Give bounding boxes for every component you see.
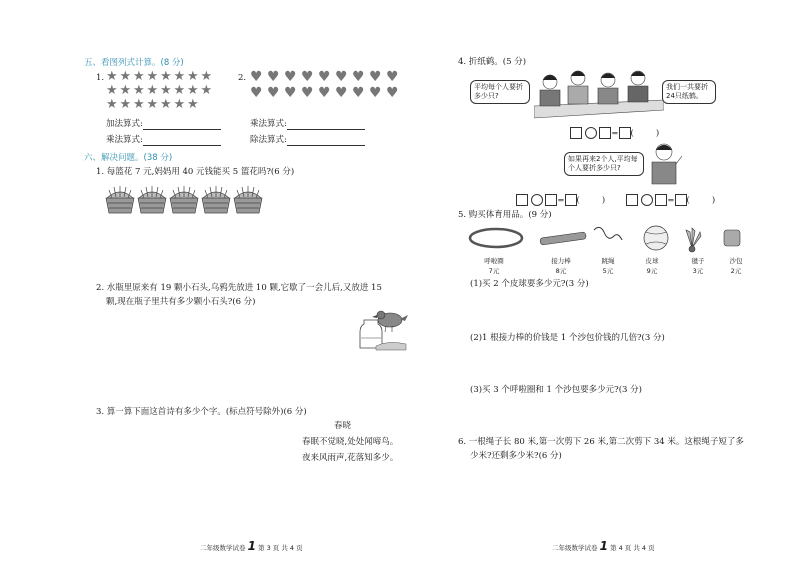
addition-label: 加法算式: — [106, 119, 143, 129]
question1-text: 1. 每篮花 7 元,妈妈用 40 元钱能买 5 篮花吗?(6 分) — [96, 167, 295, 177]
children-folding-cranes-illustration — [534, 66, 664, 124]
answer-box[interactable] — [655, 194, 667, 206]
speech-bubble-1: 平均每个人要折多少只? — [470, 80, 530, 104]
paren-close: ) — [655, 128, 660, 139]
multiplication-row-1 — [106, 134, 221, 146]
hula-hoop-icon — [470, 229, 522, 247]
sports-item-price: 7元 — [488, 267, 500, 275]
division-answer-line[interactable] — [287, 136, 365, 146]
crow-bottle-illustration — [356, 306, 412, 352]
star-icon: ★ — [173, 83, 186, 98]
star-icon: ★ — [173, 97, 186, 112]
poem-line-1: 春眠不觉晓,处处闻啼鸟。 — [302, 437, 399, 447]
star-icon: ★ — [146, 83, 159, 98]
flower-baskets-illustration — [104, 184, 266, 216]
answer-box[interactable] — [599, 127, 611, 139]
flower-basket-icon — [106, 186, 262, 213]
footer-page: 第 4 页 共 4 页 — [610, 544, 655, 552]
sports-item-price: 8元 — [555, 267, 567, 275]
star-icon: ★ — [106, 69, 118, 84]
division-label: 除法算式: — [250, 135, 287, 145]
heart-icon: ♥ — [267, 85, 280, 101]
sports-items-illustration — [466, 222, 746, 254]
equals-sign: = — [667, 195, 675, 206]
sports-item-name: 皮球 — [645, 257, 659, 265]
star-icon: ★ — [133, 69, 145, 84]
footer-title: 二年级数学试卷 — [200, 544, 246, 552]
star-icon: ★ — [160, 97, 172, 112]
answer-box[interactable] — [545, 194, 557, 206]
multiplication-answer-line[interactable] — [143, 136, 221, 146]
heart-icon: ♥ — [284, 69, 297, 85]
heart-icon: ♥ — [301, 85, 314, 101]
addition-answer-line[interactable] — [143, 120, 221, 130]
star-icon: ★ — [133, 97, 145, 112]
heart-icon: ♥ — [386, 69, 399, 85]
star-icon: ★ — [119, 97, 132, 112]
star-icon: ★ — [133, 83, 145, 98]
problem2-number: 2. — [238, 73, 247, 83]
heart-icon: ♥ — [352, 85, 365, 101]
left-footer — [200, 539, 303, 553]
footer-page: 第 3 页 共 4 页 — [258, 544, 303, 552]
heart-icon: ♥ — [250, 85, 263, 101]
star-icon: ★ — [200, 69, 213, 84]
question6-line1: 6. 一根绳子长 80 米,第一次剪下 26 米,第二次剪下 34 米。这根绳子短了多 — [458, 437, 744, 447]
star-icon: ★ — [200, 83, 213, 98]
hearts-grid — [250, 70, 410, 102]
paren-open: ( — [686, 195, 690, 206]
star-icon: ★ — [187, 83, 199, 98]
answer-box[interactable] — [516, 194, 528, 206]
star-icon: ★ — [146, 69, 159, 84]
heart-icon: ♥ — [318, 85, 331, 101]
paren-close: ) — [711, 195, 716, 206]
stars-grid — [106, 70, 216, 114]
star-icon: ★ — [173, 69, 186, 84]
equation-row-1 — [570, 127, 659, 140]
star-icon: ★ — [119, 69, 132, 84]
equals-sign: = — [557, 195, 565, 206]
heart-icon: ♥ — [301, 69, 314, 85]
answer-box[interactable] — [675, 194, 687, 206]
answer-box[interactable] — [565, 194, 577, 206]
relay-baton-icon — [540, 232, 587, 245]
question5-sub2: (2)1 根接力棒的价钱是 1 个沙包价钱的几倍?(3 分) — [470, 333, 665, 343]
equation-row-3 — [626, 194, 715, 207]
question5-sub1: (1)买 2 个皮球要多少元?(3 分) — [470, 279, 589, 289]
multiplication-label: 乘法算式: — [250, 119, 287, 129]
star-icon: ★ — [119, 83, 132, 98]
question5-heading: 5. 购买体育用品。(9 分) — [458, 210, 552, 220]
ball-icon — [644, 226, 668, 250]
heart-icon: ♥ — [352, 69, 365, 85]
speech-bubble-3: 如果再来2个人,平均每个人要折多少只? — [564, 152, 644, 176]
equation-row-2 — [516, 194, 605, 207]
heart-icon: ♥ — [369, 85, 382, 101]
paren-open: ( — [576, 195, 580, 206]
right-footer — [552, 539, 655, 553]
star-icon: ★ — [106, 83, 118, 98]
heart-icon: ♥ — [386, 85, 399, 101]
question2-line2: 颗,现在瓶子里共有多少颗小石头?(6 分) — [106, 297, 256, 307]
problem1-number: 1. — [96, 73, 105, 83]
operator-circle[interactable] — [585, 127, 597, 139]
footer-exam-number: 1 — [247, 539, 256, 553]
section6-heading: 六、解决问题。(38 分) — [84, 153, 173, 163]
footer-title: 二年级数学试卷 — [552, 544, 598, 552]
sports-item-name: 跳绳 — [601, 257, 615, 265]
sports-item-name: 呼啦圈 — [484, 257, 504, 265]
heart-icon: ♥ — [267, 69, 280, 85]
paren-open: ( — [630, 128, 634, 139]
sports-item-name: 接力棒 — [551, 257, 571, 265]
heart-icon: ♥ — [335, 85, 348, 101]
boy-illustration — [646, 142, 686, 188]
question6-line2: 少米?还剩多少米?(6 分) — [470, 451, 562, 461]
star-icon: ★ — [187, 69, 199, 84]
addition-row — [106, 118, 221, 130]
poem-title: 春晓 — [334, 421, 352, 431]
shuttlecock-icon — [686, 228, 701, 252]
star-icon: ★ — [146, 97, 159, 112]
question4-heading: 4. 折纸鹤。(5 分) — [458, 57, 527, 67]
heart-icon: ♥ — [250, 69, 263, 85]
operator-circle[interactable] — [531, 194, 543, 206]
heart-icon: ♥ — [369, 69, 382, 85]
equals-sign: = — [611, 128, 619, 139]
question5-sub3: (3)买 3 个呼啦圈和 1 个沙包要多少元?(3 分) — [470, 385, 642, 395]
sports-item-price: 9元 — [646, 267, 658, 275]
star-icon: ★ — [160, 69, 172, 84]
sandbag-icon — [724, 230, 740, 246]
heart-icon: ♥ — [318, 69, 331, 85]
multiplication-row-2 — [250, 118, 365, 130]
sports-item-price: 2元 — [730, 267, 742, 275]
division-row — [250, 134, 365, 146]
sports-item-name: 毽子 — [691, 257, 705, 265]
heart-icon: ♥ — [284, 85, 297, 101]
star-icon: ★ — [187, 97, 199, 112]
star-icon: ★ — [160, 83, 172, 98]
jump-rope-icon — [594, 227, 622, 240]
poem-line-2: 夜来风雨声,花落知多少。 — [302, 453, 399, 463]
answer-box[interactable] — [570, 127, 582, 139]
footer-exam-number: 1 — [599, 539, 608, 553]
sports-item-price: 3元 — [692, 267, 704, 275]
operator-circle[interactable] — [641, 194, 653, 206]
heart-icon: ♥ — [335, 69, 348, 85]
sports-item-name: 沙包 — [729, 257, 743, 265]
question3-text: 3. 算一算下面这首诗有多少个字。(标点符号除外)(6 分) — [96, 407, 307, 417]
answer-box[interactable] — [619, 127, 631, 139]
question2-line1: 2. 水瓶里原来有 19 颗小石头,乌鸦先放进 10 颗,它歇了一会儿后,又放进 15 — [96, 283, 382, 293]
star-icon: ★ — [106, 97, 118, 112]
speech-bubble-2: 我们一共要折 24只纸鹤。 — [662, 80, 716, 104]
sports-item-price: 5元 — [602, 267, 614, 275]
answer-box[interactable] — [626, 194, 638, 206]
multiplication-answer-line[interactable] — [287, 120, 365, 130]
section5-heading: 五、看图列式计算。(8 分) — [84, 58, 184, 68]
multiplication-label: 乘法算式: — [106, 135, 143, 145]
paren-close: ) — [601, 195, 606, 206]
